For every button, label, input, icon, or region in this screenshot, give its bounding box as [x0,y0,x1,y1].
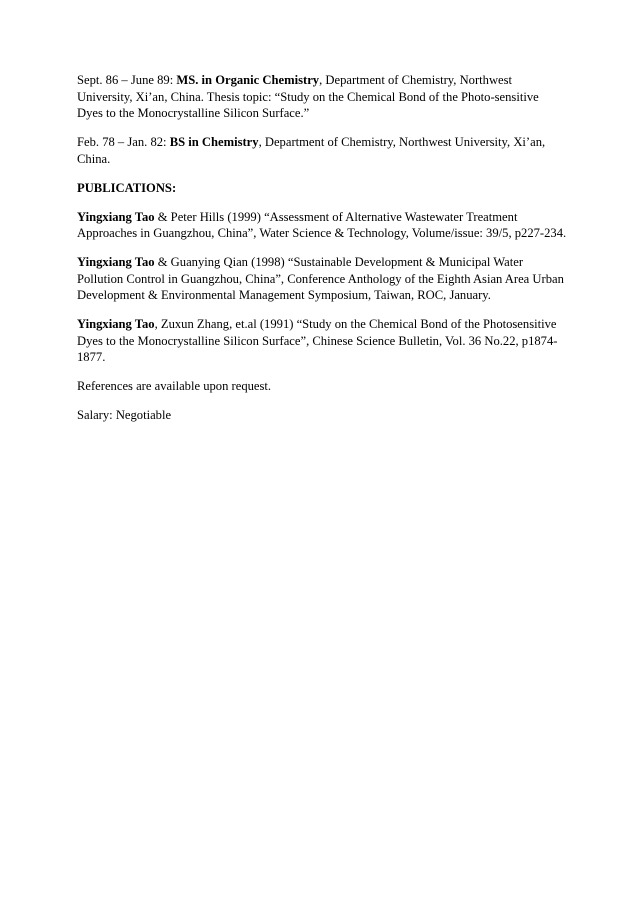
education-details: , Department of Chemistry, Northwest University, Xi’an, China. [77,135,546,166]
education-entry-ms [77,72,567,122]
publication-author: Yingxiang Tao [77,209,155,224]
education-dates: Sept. 86 – June 89: [77,73,177,87]
salary-note: Salary: Negotiable [77,408,172,422]
publication-citation: & Guanying Qian (1998) “Sustainable Development & Municipal Water Pollution Control in Guangzhou, China”, Conference Anthology of the Eighth Asian Area Urban Development & Environmental Management Symposium, Taiwan, ROC, January. [77,255,564,302]
education-degree: BS in Chemistry [169,135,259,149]
publication-citation: , Zuxun Zhang, et.al (1991) “Study on the Chemical Bond of the Photosensitive Dyes to the Monocrystalline Silicon Surface”, Chinese Science Bulletin, Vol. 36 No.22, p1874-1877. [77,317,558,364]
education-details: , Department of Chemistry, Northwest University, Xi’an, China. Thesis topic: “Study on the Chemical Bond of the Photo-sensitive Dyes to the Monocrystalline Silicon Surface.” [77,73,539,120]
education-degree: MS. in Organic Chemistry [176,73,320,87]
publication-citation: & Peter Hills (1999) “Assessment of Alternative Wastewater Treatment Approaches in Guangzhou, China”, Water Science & Technology, Volume/issue: 39/5, p227-234. [77,209,567,240]
publication-author: Yingxiang Tao [77,317,155,331]
publication-entry [77,209,567,242]
publication-author: Yingxiang Tao [77,255,155,269]
publication-entry [77,316,567,366]
education-dates: Feb. 78 – Jan. 82: [77,135,170,149]
resume-page [77,72,567,436]
publications-heading: PUBLICATIONS: [77,180,177,195]
publication-entry [77,254,567,304]
education-entry-bs [77,134,567,167]
references-note: References are available upon request. [77,379,272,393]
